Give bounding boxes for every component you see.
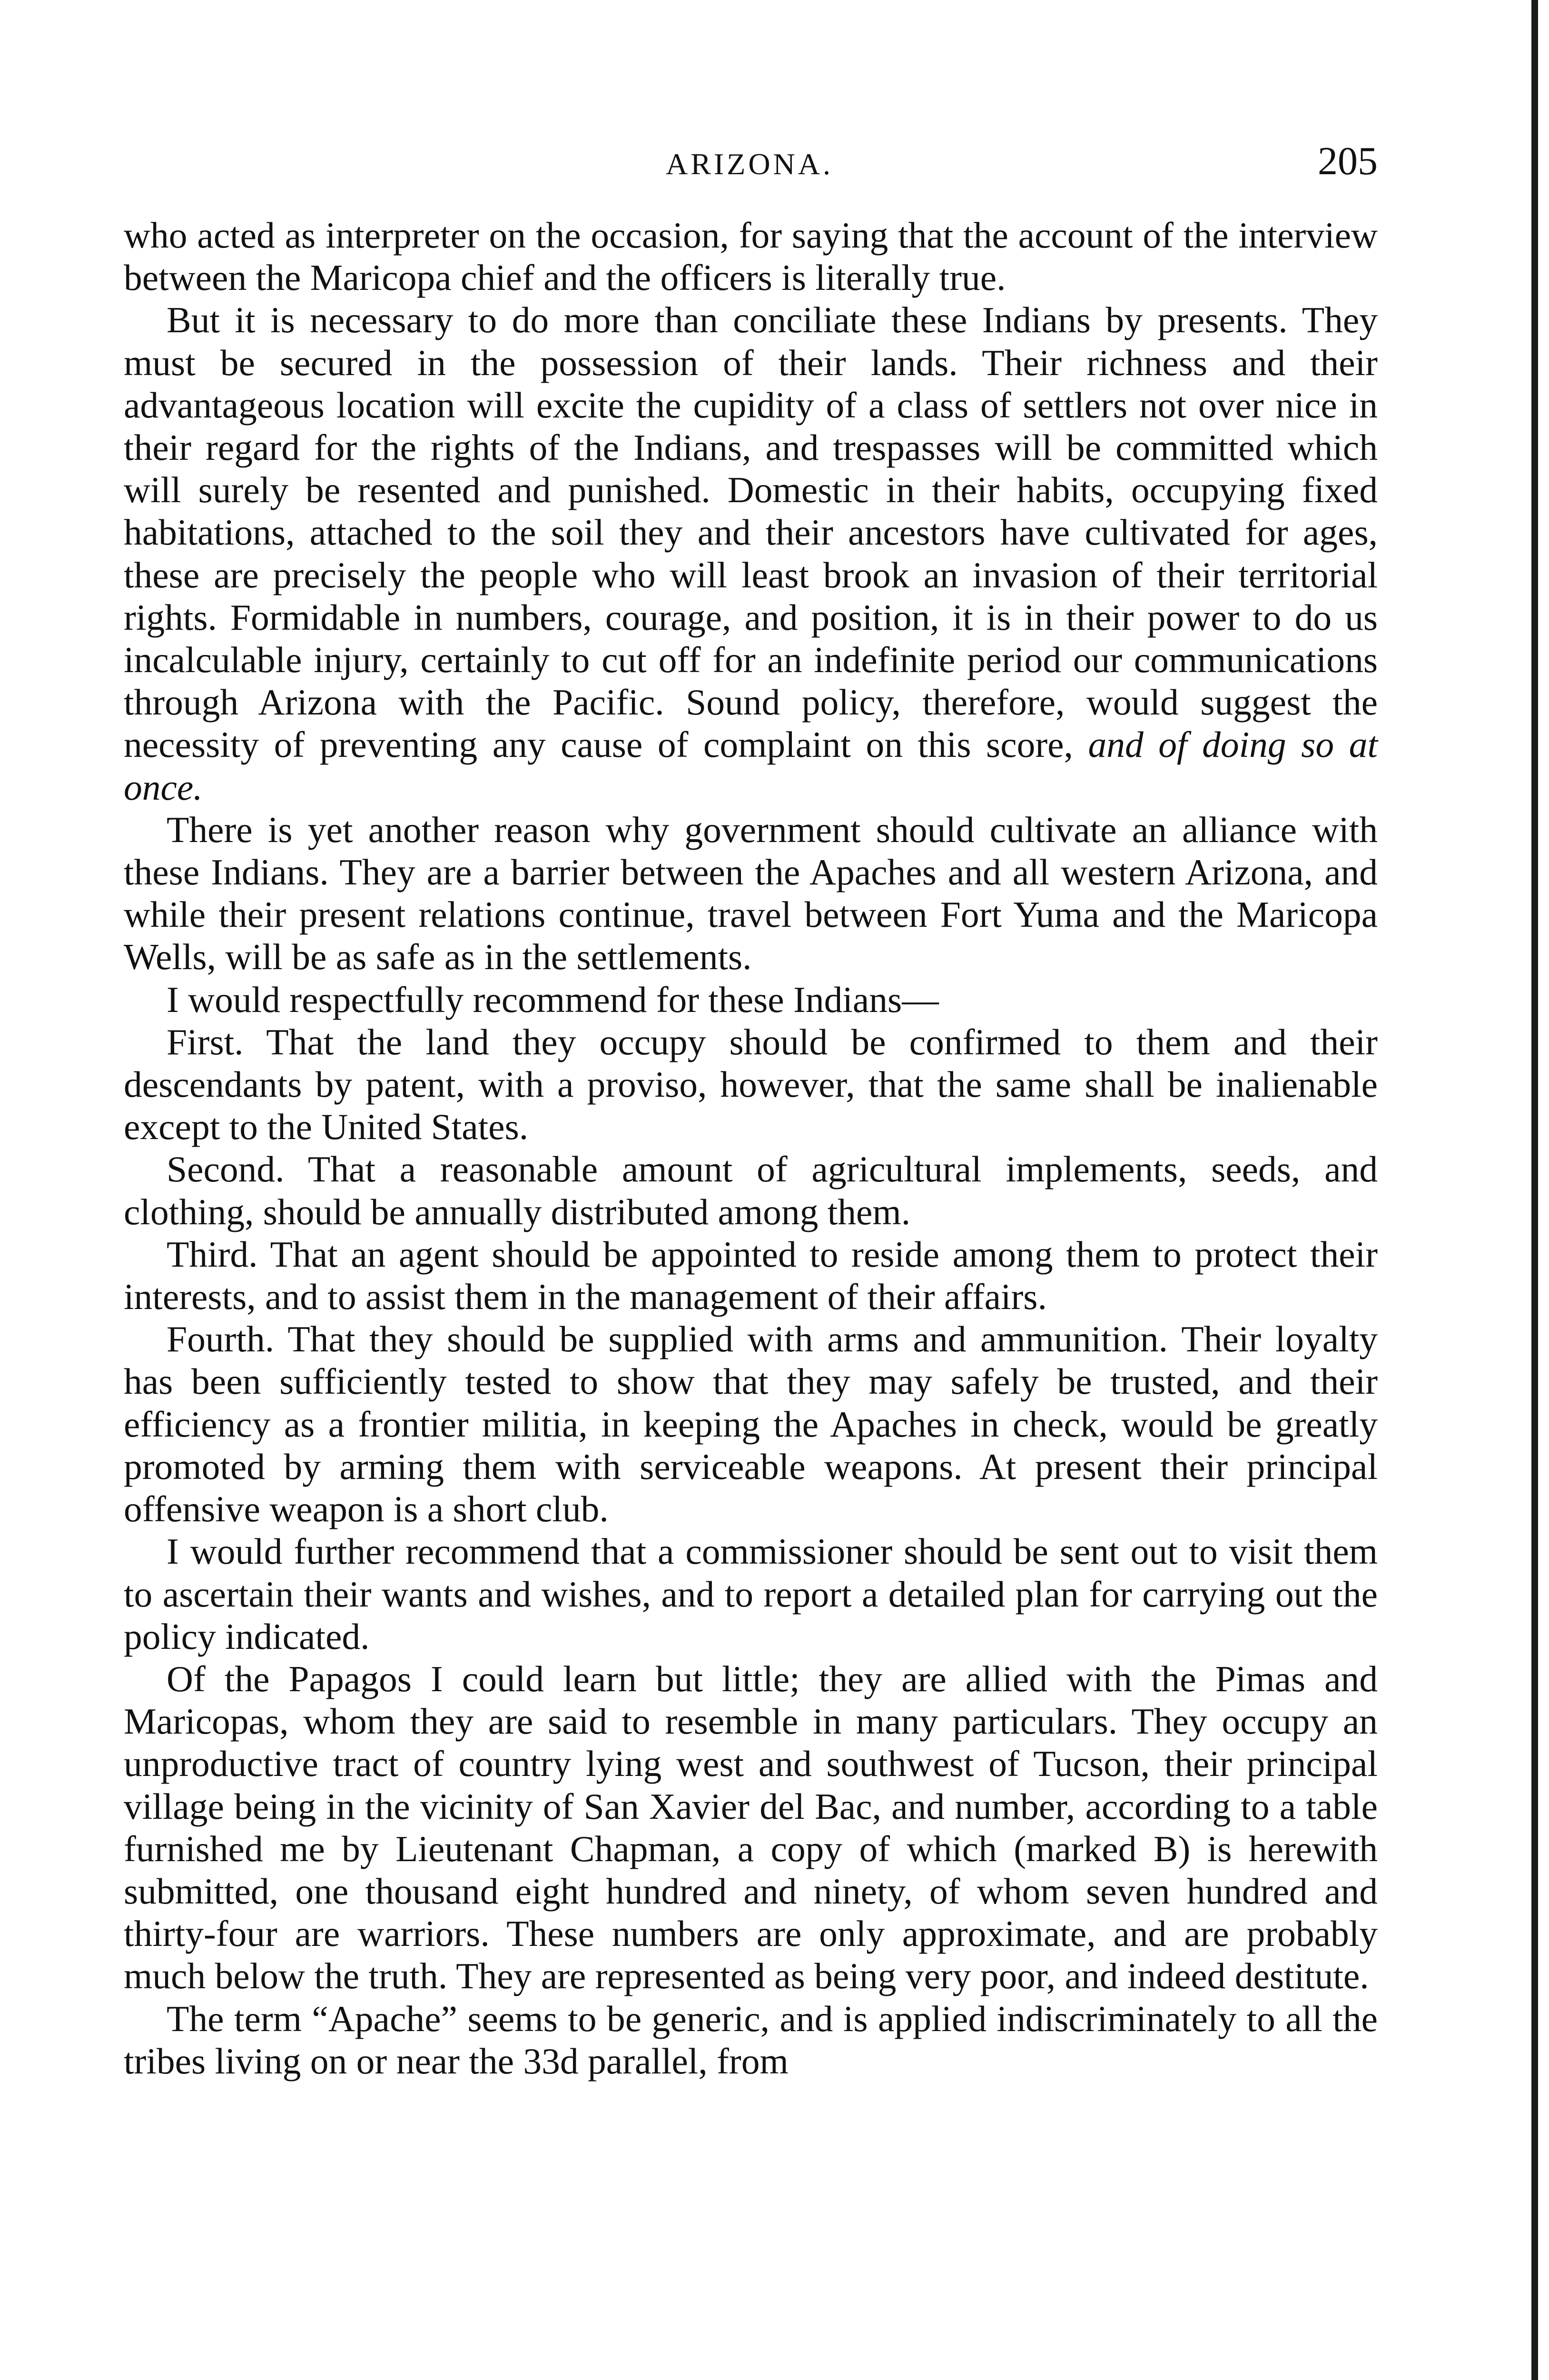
body-text xyxy=(124,214,1378,2082)
paragraph-fourth: Fourth. That they should be supplied with arms and ammunition. Their loyalty has been sufficiently tested to show that they may safely be trusted, and their efficiency as a frontier militia, in keeping the Apaches in check, would be greatly promoted by arming them with serviceable weapons. At present their principal offensive weapon is a short club. xyxy=(124,1319,1378,1530)
paragraph-lands-text: But it is necessary to do more than conciliate these Indians by presents. They must be secured in the possession of their lands. Their richness and their advantageous location will excite the cupidity of a class of settlers not over nice in their regard for the rights of the Indians, and trespasses will be committed which will surely be resented and punished. Domestic in their habits, occupying fixed habitations, attached to the soil they and their ancestors have cultivated for ages, these are precisely the people who will least brook an invasion of their territorial rights. Formidable in numbers, courage, and position, it is in their power to do us incalculable injury, certainly to cut off for an indefinite period our communications through Arizona with the Pacific. Sound policy, therefore, would suggest the necessity of preventing any cause of complaint on this score, xyxy=(124,299,1378,765)
paragraph-papagos: Of the Papagos I could learn but little; they are allied with the Pimas and Maricopas, whom they are said to resemble in many particulars. They occupy an unproductive tract of country lying west and southwest of Tucson, their principal village being in the vicinity of San Xavier del Bac, and number, according to a table furnished me by Lieutenant Chapman, a copy of which (marked B) is herewith submitted, one thousand eight hundred and ninety, of whom seven hundred and thirty-four are warriors. These numbers are only approximate, and are probably much below the truth. They are represented as being very poor, and indeed destitute. xyxy=(124,1658,1378,1997)
paragraph-continuation: who acted as interpreter on the occasion, for saying that the account of the interview between the Maricopa chief and the officers is literally true. xyxy=(124,215,1378,298)
page-header xyxy=(121,138,1378,195)
page-number: 205 xyxy=(1318,139,1378,183)
paragraph-commissioner: I would further recommend that a commissioner should be sent out to visit them to ascertain their wants and wishes, and to report a detailed plan for carrying out the policy indicated. xyxy=(124,1531,1378,1657)
paragraph-first: First. That the land they occupy should be confirmed to them and their descendants by patent, with a proviso, however, that the same shall be inalienable except to the United States. xyxy=(124,1021,1378,1148)
paragraph-apache: The term “Apache” seems to be generic, and is applied indiscriminately to all the tribes living on or near the 33d parallel, from xyxy=(124,1998,1378,2082)
paragraph-second: Second. That a reasonable amount of agricultural implements, seeds, and clothing, should be annually distributed among them. xyxy=(124,1149,1378,1232)
running-head: ARIZONA. xyxy=(666,147,833,181)
paragraph-lands-emphasis: and of doing so at once. xyxy=(124,724,1378,808)
paragraph-recommend: I would respectfully recommend for these Indians— xyxy=(167,979,939,1020)
paragraph-third: Third. That an agent should be appointed to reside among them to protect their interests, and to assist them in the management of their affairs. xyxy=(124,1233,1378,1318)
paragraph-lands xyxy=(124,299,1378,808)
paragraph-alliance: There is yet another reason why government should cultivate an alliance with these Indians. They are a barrier between the Apaches and all western Arizona, and while their present relations continue, travel between Fort Yuma and the Maricopa Wells, will be as safe as in the settlements. xyxy=(124,809,1378,978)
page-edge-shadow-right xyxy=(1531,0,1538,2380)
